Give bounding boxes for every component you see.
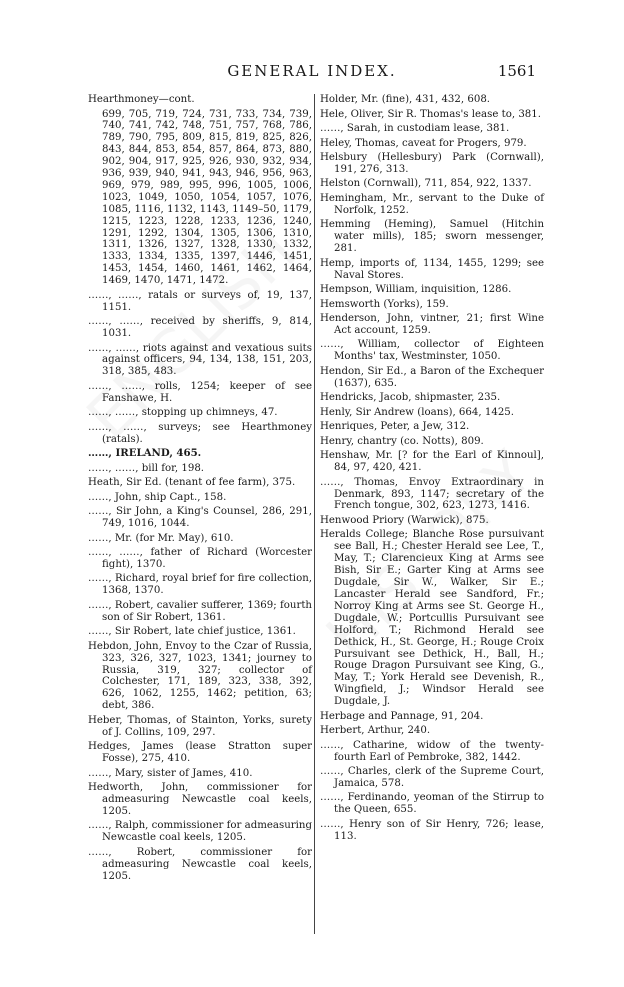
index-entry: Hedworth, John, commissioner for admeasuring Newcastle coal keels, 1205.	[88, 782, 312, 817]
index-entry: Holder, Mr. (fine), 431, 432, 608.	[320, 94, 491, 105]
index-entry: Helston (Cornwall), 711, 854, 922, 1337.	[320, 178, 532, 190]
index-entry: Heralds College; Blanche Rose pursuivant see Ball, H.; Chester Herald see Lee, T., May, T.; Clarencieux King at Arms see Bish, Sir E.; Garter King at Arms see Dugdale, Sir W., Walker, Sir E.; Lancaster Herald see Sandford, Fr.; Norroy King at Arms see St. George H., Dugdale, W.; Portcullis Pursuivant see Holford, T.; Richmond Herald see Dethick, H., St. George, H.; Rouge Croix Pursuivant see Dethick, H., Ball, H.; Rouge Dragon Pursuivant see King, G., May, T.; York Herald see Devenish, R., Wingfield, J.; Windsor Herald see Dugdale, J.	[320, 529, 544, 708]
index-entry: ……, Thomas, Envoy Extraordinary in Denmark, 893, 1147; secretary of the French tongue, 302, 623, 1273, 1416.	[320, 476, 544, 512]
index-entry: Henly, Sir Andrew (loans), 664, 1425.	[320, 406, 515, 418]
index-entry: ……, Robert, cavalier sufferer, 1369; fourth son of Sir Robert, 1361.	[88, 599, 312, 623]
index-entry: Heath, Sir Ed. (tenant of fee farm), 375.	[88, 477, 296, 489]
index-entry: Henry, chantry (co. Notts), 809.	[320, 435, 484, 447]
index-entry: ……, ……, stopping up chimneys, 47.	[88, 407, 278, 419]
index-entry: ……, Ferdinando, yeoman of the Stirrup to the Queen, 655.	[320, 792, 544, 816]
index-entry: ……, Mary, sister of James, 410.	[88, 767, 253, 779]
index-entry: ……, Catharine, widow of the twenty-fourth Earl of Pembroke, 382, 1442.	[320, 739, 544, 763]
index-entry: ……, Sir Robert, late chief justice, 1361.	[88, 626, 296, 638]
index-entry: ……, ……, riots against and vexatious suits against officers, 94, 134, 138, 151, 203, 318, 385, 483.	[88, 342, 312, 378]
index-entry: ……, Richard, royal brief for fire collection, 1368, 1370.	[88, 573, 312, 597]
index-entry: Hendricks, Jacob, shipmaster, 235.	[320, 392, 501, 404]
index-entry: ……, ……, received by sheriffs, 9, 814, 1031.	[88, 316, 312, 339]
index-entry: Henriques, Peter, a Jew, 312.	[320, 421, 470, 433]
index-entry: ……, Mr. (for Mr. May), 610.	[88, 532, 234, 544]
index-entry: Herbert, Arthur, 240.	[320, 725, 431, 737]
index-entry: ……, ……, surveys; see Hearthmoney (ratals).	[88, 421, 312, 445]
index-entry: Hemming (Heming), Samuel (Hitchin water mills), 185; sworn messenger, 281.	[320, 219, 544, 255]
index-entry: Hedges, James (lease Stratton super Fosse), 275, 410.	[88, 741, 312, 765]
page-title: GENERAL INDEX.	[227, 62, 397, 80]
index-entry: Hemsworth (Yorks), 159.	[320, 298, 449, 310]
index-entry: Hearthmoney—cont.	[88, 94, 195, 105]
index-entry: Henderson, John, vintner, 21; first Wine Act account, 1259.	[320, 313, 544, 336]
index-entry: ……, ……, father of Richard (Worcester fight), 1370.	[88, 547, 312, 570]
index-entry: ……, Sarah, in custodiam lease, 381.	[320, 123, 510, 134]
index-entry: Hempson, William, inquisition, 1286.	[320, 284, 512, 296]
index-entry: ……, Henry son of Sir Henry, 726; lease, 113.	[320, 818, 544, 842]
page-number: 1561	[497, 62, 536, 80]
index-entry: Hemp, imports of, 1134, 1455, 1299; see Naval Stores.	[320, 257, 544, 281]
index-entry: ……, ……, rolls, 1254; keeper of see Fanshawe, H.	[88, 380, 312, 404]
index-entry: Henwood Priory (Warwick), 875.	[320, 514, 489, 526]
index-entry: ……, IRELAND, 465.	[88, 447, 202, 460]
index-entry: ……, Sir John, a King's Counsel, 286, 291, 749, 1016, 1044.	[88, 506, 312, 530]
index-entry: ……, Robert, commissioner for admeasuring Newcastle coal keels, 1205.	[88, 846, 312, 882]
index-entry: Henshaw, Mr. [? for the Earl of Kinnoul], 84, 97, 420, 421.	[320, 450, 544, 474]
index-entry: ……, Ralph, commissioner for admeasuring Newcastle coal keels, 1205.	[88, 820, 312, 844]
index-entry: Hemingham, Mr., servant to the Duke of Norfolk, 1252.	[320, 192, 544, 216]
index-entry: Helsbury (Hellesbury) Park (Cornwall), 191, 276, 313.	[320, 152, 544, 175]
index-entry: ……, John, ship Capt., 158.	[88, 491, 227, 503]
index-entry: Heber, Thomas, of Stainton, Yorks, surety of J. Collins, 109, 297.	[88, 714, 312, 738]
index-entry: ……, William, collector of Eighteen Months' tax, Westminster, 1050.	[320, 339, 544, 363]
index-entry: Hendon, Sir Ed., a Baron of the Exchequer (1637), 635.	[320, 365, 544, 389]
index-entry: 699, 705, 719, 724, 731, 733, 734, 739, 740, 741, 742, 748, 751, 757, 768, 786, 789, 790, 795, 809, 815, 819, 825, 826, 843, 844, 853, 854, 857, 864, 873, 880, 902, 904, 917, 925, 926, 930, 932, 934, 936, 939, 940, 941, 943, 946, 956, 963, 969, 979, 989, 995, 996, 1005, 1006, 1023, 1049, 1050, 1054, 1057, 1076, 1085, 1116, 1132, 1143, 1149–50, 1179, 1215, 1223, 1228, 1233, 1236, 1240, 1291, 1292, 1304, 1305, 1306, 1310, 1311, 1326, 1327, 1328, 1330, 1332, 1333, 1334, 1335, 1397, 1446, 1451, 1453, 1454, 1460, 1461, 1462, 1464, 1469, 1470, 1471, 1472.	[102, 108, 312, 287]
index-entry: Herbage and Pannage, 91, 204.	[320, 710, 484, 722]
index-column-right	[320, 94, 544, 845]
index-column-left	[88, 94, 312, 885]
index-entry: Heley, Thomas, caveat for Progers, 979.	[320, 137, 527, 149]
index-entry: ……, ……, bill for, 198.	[88, 462, 205, 474]
index-entry: Hele, Oliver, Sir R. Thomas's lease to, 381.	[320, 108, 542, 120]
page-header	[0, 62, 624, 82]
column-divider	[314, 94, 315, 934]
index-entry: ……, Charles, clerk of the Supreme Court, Jamaica, 578.	[320, 766, 544, 789]
index-entry: Hebdon, John, Envoy to the Czar of Russia, 323, 326, 327, 1023, 1341; journey to Russia, 319, 327; collector of Colchester, 171, 189, 323, 338, 392, 626, 1062, 1255, 1462; petition, 63; debt, 386.	[88, 640, 312, 712]
index-entry: ……, ……, ratals or surveys of, 19, 137, 1151.	[88, 289, 312, 313]
